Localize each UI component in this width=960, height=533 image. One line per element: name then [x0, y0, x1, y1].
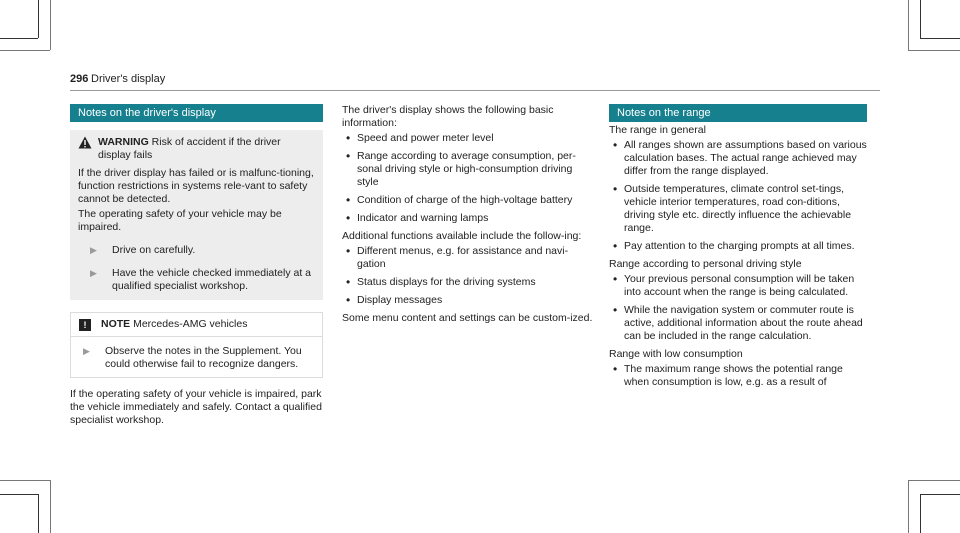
- crop-mark: [920, 494, 921, 533]
- list-item: • Range according to average consumption, per-sonal driving style or high-consumption driving style: [342, 150, 595, 189]
- column-left: [70, 104, 323, 429]
- step-text: Observe the notes in the Supplement. You could otherwise fail to recognize dangers.: [105, 345, 302, 370]
- column-right: [609, 104, 867, 394]
- warning-label: WARNING: [98, 136, 149, 148]
- list-item: • Different menus, e.g. for assistance and navi-gation: [342, 245, 595, 271]
- list-item: • Display messages: [342, 294, 595, 307]
- subheading: The range in general: [609, 124, 706, 136]
- list-item: • Condition of charge of the high-voltage battery: [342, 194, 595, 207]
- warning-body: If the driver display has failed or is malfunc-tioning, function restrictions in systems rele-vant to safety cannot be detected.: [78, 167, 314, 205]
- page-number: 296: [70, 73, 89, 85]
- bullet-list: [609, 273, 867, 343]
- step-arrow-icon: ▶: [83, 346, 90, 356]
- crop-mark: [0, 38, 38, 39]
- note-label: NOTE: [101, 318, 131, 330]
- crop-mark: [920, 0, 921, 38]
- warning-title: Risk of accident if the driver display fails: [98, 136, 281, 161]
- subheading: Range with low consumption: [609, 348, 743, 360]
- crop-mark: [908, 50, 960, 51]
- instruction-step: [71, 345, 314, 371]
- bullet-list: [342, 132, 595, 225]
- warning-box: [70, 130, 323, 300]
- body-paragraph: Additional functions available include the follow-ing:: [342, 230, 582, 242]
- crop-mark: [38, 494, 39, 533]
- warning-body: The operating safety of your vehicle may be impaired.: [78, 208, 282, 233]
- list-item: • Status displays for the driving systems: [342, 276, 595, 289]
- warning-triangle-icon: [78, 136, 92, 149]
- column-middle: [342, 104, 595, 327]
- bullet-list: [609, 139, 867, 253]
- section-heading: Notes on the driver's display: [70, 104, 323, 122]
- body-paragraph: The driver's display shows the following basic information:: [342, 104, 554, 129]
- crop-mark: [50, 480, 51, 533]
- body-paragraph: If the operating safety of your vehicle is impaired, park the vehicle immediately and safely. Contact a qualified specialist workshop.: [70, 388, 322, 426]
- list-item: • Your previous personal consumption will be taken into account when the range is being calculated.: [609, 273, 867, 299]
- list-item: • Speed and power meter level: [342, 132, 595, 145]
- bullet-list: [342, 245, 595, 307]
- subheading: Range according to personal driving style: [609, 258, 802, 270]
- step-arrow-icon: ▶: [90, 245, 97, 255]
- note-box: [70, 312, 323, 378]
- warning-text: [98, 136, 315, 162]
- crop-mark: [920, 494, 960, 495]
- step-text: Have the vehicle checked immediately at a qualified specialist workshop.: [112, 267, 312, 292]
- list-item: • All ranges shown are assumptions based on various calculation bases. The actual range achieved may differ from the range displayed.: [609, 139, 867, 178]
- note-body: [71, 345, 322, 377]
- crop-mark: [38, 0, 39, 38]
- exclamation-icon: !: [79, 319, 91, 331]
- bullet-list: [609, 363, 867, 389]
- instruction-step: [78, 244, 315, 257]
- crop-mark: [0, 50, 50, 51]
- crop-mark: [920, 38, 960, 39]
- list-item: • Outside temperatures, climate control set-tings, vehicle interior temperatures, road con-ditions, driving style etc. directly influence the achievable range.: [609, 183, 867, 235]
- list-item: • While the navigation system or commuter route is active, additional information about the route ahead can be included in the range calculation.: [609, 304, 867, 343]
- list-item: • Indicator and warning lamps: [342, 212, 595, 225]
- crop-mark: [908, 0, 909, 50]
- note-header: [71, 313, 322, 337]
- step-arrow-icon: ▶: [90, 268, 97, 278]
- crop-mark: [50, 0, 51, 50]
- crop-mark: [908, 480, 909, 533]
- note-title: Mercedes-AMG vehicles: [133, 318, 248, 330]
- instruction-step: [78, 267, 315, 293]
- warning-header: [78, 136, 315, 162]
- crop-mark: [0, 480, 50, 481]
- crop-mark: [908, 480, 960, 481]
- header-divider: [70, 90, 880, 91]
- list-item: • Pay attention to the charging prompts at all times.: [609, 240, 867, 253]
- step-text: Drive on carefully.: [112, 244, 196, 256]
- section-heading: Notes on the range: [609, 104, 867, 122]
- list-item: • The maximum range shows the potential range when consumption is low, e.g. as a result of: [609, 363, 867, 389]
- crop-mark: [0, 494, 38, 495]
- page-header-title: Driver's display: [91, 73, 166, 85]
- body-paragraph: Some menu content and settings can be custom-ized.: [342, 312, 593, 324]
